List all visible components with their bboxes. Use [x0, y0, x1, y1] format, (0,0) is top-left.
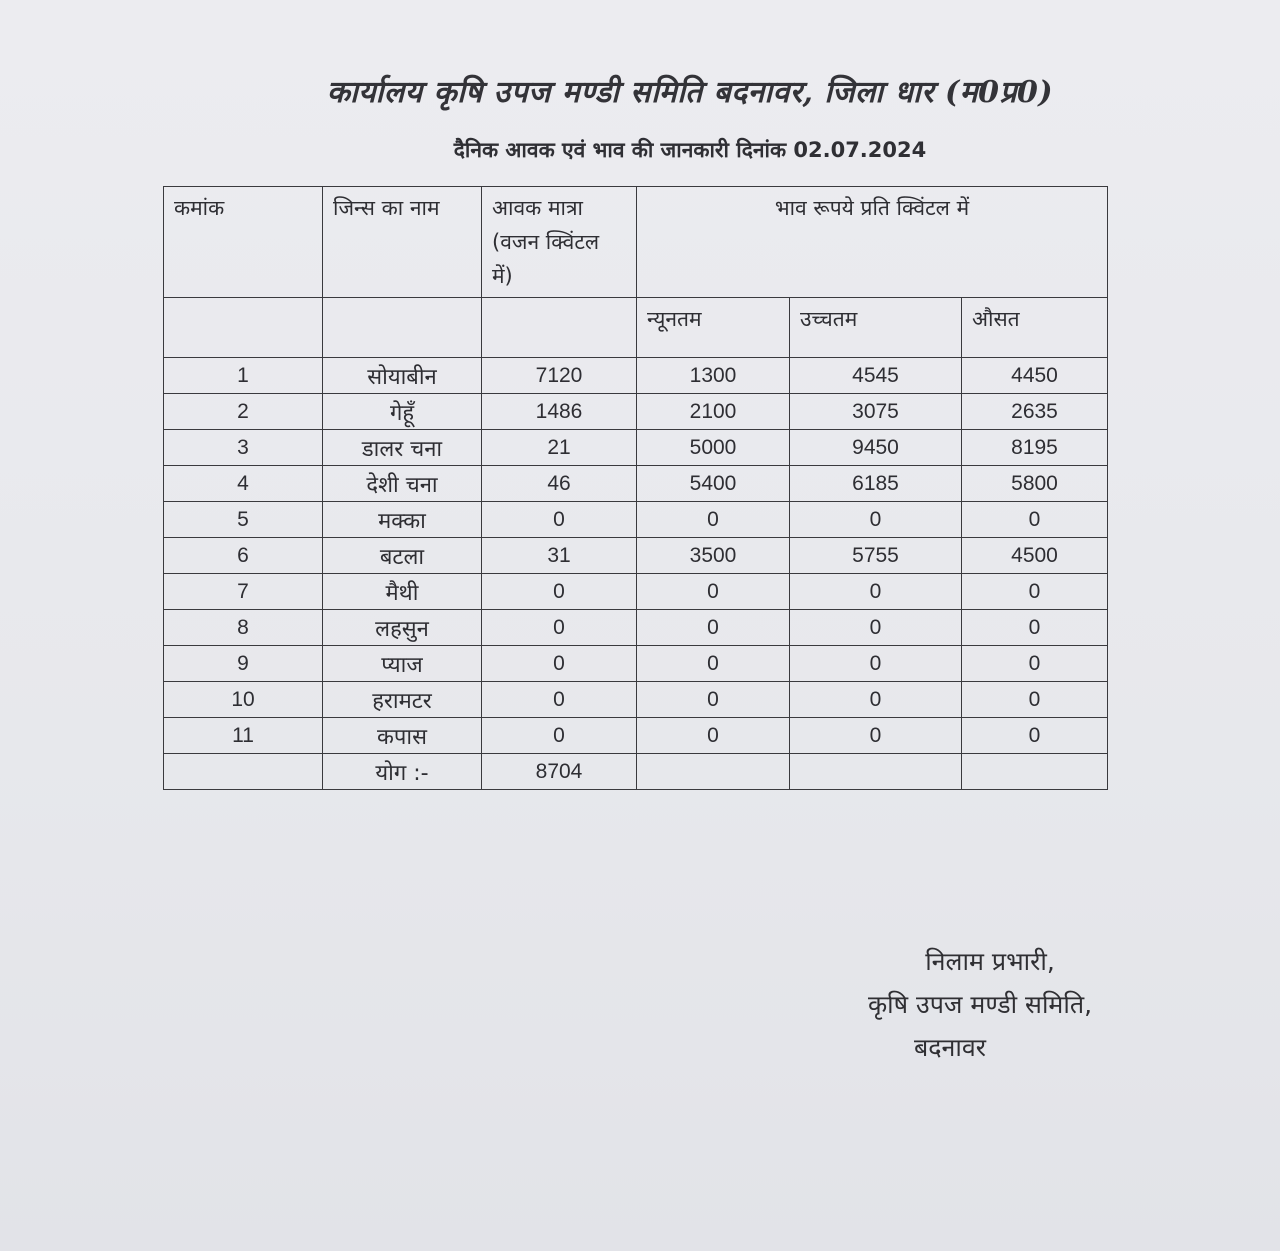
header-max-price: उच्चतम [790, 298, 962, 358]
arrival-cell: 0 [482, 718, 637, 754]
avg-price-cell: 4500 [962, 538, 1108, 574]
total-empty-min [637, 754, 790, 790]
min-price-cell: 2100 [637, 394, 790, 430]
office-title: कार्यालय कृषि उपज मण्डी समिति बदनावर, जिला धार (म0प्र0) [326, 75, 1054, 110]
commodity-cell: हरामटर [323, 682, 482, 718]
avg-price-cell: 5800 [962, 466, 1108, 502]
header-empty-serial [164, 298, 323, 358]
commodity-cell: बटला [323, 538, 482, 574]
arrival-cell: 21 [482, 430, 637, 466]
min-price-cell: 0 [637, 682, 790, 718]
serial-cell: 9 [164, 646, 323, 682]
commodity-cell: लहसुन [323, 610, 482, 646]
serial-cell: 6 [164, 538, 323, 574]
header-arrival: आवक मात्रा (वजन क्विंटल में) [482, 187, 637, 298]
table-row [164, 610, 1108, 646]
serial-cell: 11 [164, 718, 323, 754]
avg-price-cell: 0 [962, 646, 1108, 682]
min-price-cell: 0 [637, 646, 790, 682]
max-price-cell: 3075 [790, 394, 962, 430]
avg-price-cell: 0 [962, 502, 1108, 538]
report-subtitle: दैनिक आवक एवं भाव की जानकारी दिनांक 02.07.2024 [453, 138, 927, 162]
min-price-cell: 3500 [637, 538, 790, 574]
table-body [164, 358, 1108, 754]
header-avg-price: औसत [962, 298, 1108, 358]
header-empty-arrival [482, 298, 637, 358]
table-row [164, 358, 1108, 394]
table-header-row-2 [164, 298, 1108, 358]
table-row [164, 574, 1108, 610]
serial-cell: 7 [164, 574, 323, 610]
commodity-cell: देशी चना [323, 466, 482, 502]
table-row [164, 502, 1108, 538]
avg-price-cell: 8195 [962, 430, 1108, 466]
max-price-cell: 4545 [790, 358, 962, 394]
serial-cell: 3 [164, 430, 323, 466]
commodity-cell: गेहूँ [323, 394, 482, 430]
commodity-cell: मैथी [323, 574, 482, 610]
serial-cell: 1 [164, 358, 323, 394]
max-price-cell: 9450 [790, 430, 962, 466]
header-serial: कमांक [164, 187, 323, 298]
serial-cell: 4 [164, 466, 323, 502]
arrival-cell: 31 [482, 538, 637, 574]
arrival-cell: 1486 [482, 394, 637, 430]
arrival-cell: 46 [482, 466, 637, 502]
signature-place: बदनावर [913, 1033, 987, 1062]
max-price-cell: 6185 [790, 466, 962, 502]
arrival-cell: 0 [482, 610, 637, 646]
avg-price-cell: 4450 [962, 358, 1108, 394]
header-empty-commodity [323, 298, 482, 358]
arrival-cell: 0 [482, 682, 637, 718]
max-price-cell: 0 [790, 718, 962, 754]
commodity-cell: सोयाबीन [323, 358, 482, 394]
max-price-cell: 0 [790, 574, 962, 610]
max-price-cell: 5755 [790, 538, 962, 574]
serial-cell: 2 [164, 394, 323, 430]
total-arrival: 8704 [482, 754, 637, 790]
serial-cell: 8 [164, 610, 323, 646]
avg-price-cell: 2635 [962, 394, 1108, 430]
max-price-cell: 0 [790, 610, 962, 646]
table-row [164, 538, 1108, 574]
total-empty-avg [962, 754, 1108, 790]
signature-block [820, 940, 1140, 1069]
table-row [164, 394, 1108, 430]
arrival-cell: 0 [482, 646, 637, 682]
serial-cell: 10 [164, 682, 323, 718]
table-row [164, 646, 1108, 682]
total-empty-max [790, 754, 962, 790]
signature-designation: निलाम प्रभारी, [925, 947, 1055, 976]
min-price-cell: 0 [637, 502, 790, 538]
table-row [164, 466, 1108, 502]
header-min-price: न्यूनतम [637, 298, 790, 358]
commodity-cell: डालर चना [323, 430, 482, 466]
avg-price-cell: 0 [962, 610, 1108, 646]
table-header-row-1 [164, 187, 1108, 298]
signature-organization: कृषि उपज मण्डी समिति, [867, 990, 1093, 1019]
avg-price-cell: 0 [962, 682, 1108, 718]
header-commodity: जिन्स का नाम [323, 187, 482, 298]
commodity-cell: प्याज [323, 646, 482, 682]
max-price-cell: 0 [790, 682, 962, 718]
min-price-cell: 5400 [637, 466, 790, 502]
total-empty-serial [164, 754, 323, 790]
min-price-cell: 0 [637, 718, 790, 754]
min-price-cell: 5000 [637, 430, 790, 466]
serial-cell: 5 [164, 502, 323, 538]
arrival-price-table [163, 186, 1108, 790]
min-price-cell: 0 [637, 610, 790, 646]
commodity-cell: कपास [323, 718, 482, 754]
avg-price-cell: 0 [962, 574, 1108, 610]
header-price-group: भाव रूपये प्रति क्विंटल में [637, 187, 1108, 298]
table-row [164, 718, 1108, 754]
arrival-cell: 7120 [482, 358, 637, 394]
min-price-cell: 0 [637, 574, 790, 610]
max-price-cell: 0 [790, 646, 962, 682]
arrival-cell: 0 [482, 574, 637, 610]
table-row [164, 682, 1108, 718]
total-row [164, 754, 1108, 790]
min-price-cell: 1300 [637, 358, 790, 394]
avg-price-cell: 0 [962, 718, 1108, 754]
arrival-cell: 0 [482, 502, 637, 538]
total-label: योग :- [323, 754, 482, 790]
max-price-cell: 0 [790, 502, 962, 538]
table-row [164, 430, 1108, 466]
commodity-cell: मक्का [323, 502, 482, 538]
